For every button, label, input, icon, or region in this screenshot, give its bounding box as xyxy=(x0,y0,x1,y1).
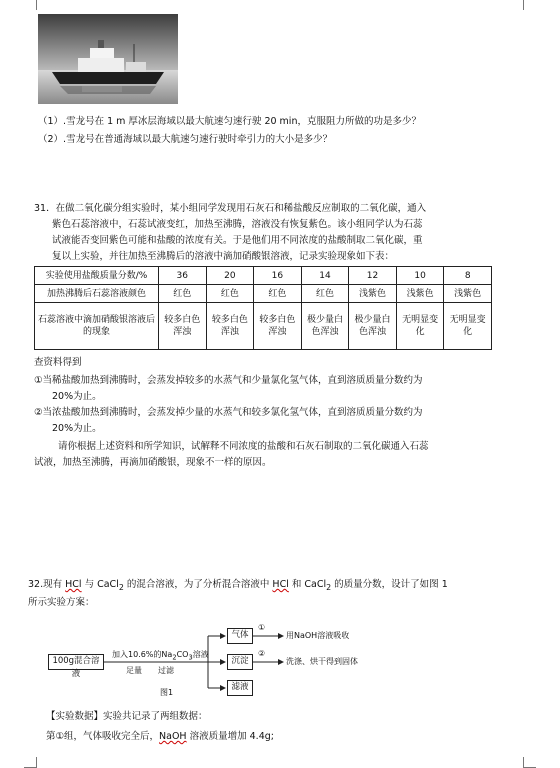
subscript: 3 xyxy=(188,653,193,662)
cell-concentration: 20 xyxy=(206,267,254,285)
subscript: 2 xyxy=(118,582,124,592)
icebreaker-photo xyxy=(38,14,178,104)
q31-intro-line-4: 复以上实验，并往加热至沸腾后的溶液中滴加硝酸银溶液，记录实验现象如下表： xyxy=(52,251,395,262)
cell-concentration: 36 xyxy=(159,267,207,285)
data-group-1 xyxy=(46,730,274,743)
q31-intro-line-1: 31．在做二氧化碳分组实验时，某小组同学发现用石灰石和稀盐酸反应制取的二氧化碳，通入 xyxy=(34,203,427,214)
step-1-label: ① xyxy=(258,623,266,632)
experiment-flow-diagram xyxy=(40,618,370,700)
figure-caption: 图1 xyxy=(160,688,174,697)
hcl-formula: HCl xyxy=(65,579,82,590)
mixed-solution-box: 100g混合溶液 xyxy=(48,654,104,670)
cell-phenomenon: 较多白色浑浊 xyxy=(254,303,302,350)
data-text: 第①组，气体吸收完全后， xyxy=(46,731,160,742)
q31-question-line-1: 请你根据上述资料和所学知识，试解释不同浓度的盐酸和石灰石制取的二氧化碳通入石蕊 xyxy=(58,441,429,452)
cell-concentration: 8 xyxy=(444,267,492,285)
reference-1-line-2: 20%为止。 xyxy=(52,391,102,402)
cell-phenomenon: 较多白色浑浊 xyxy=(159,303,207,350)
data-title: 【实验数据】实验共记录了两组数据： xyxy=(46,711,208,722)
cell-color: 浅紫色 xyxy=(396,285,444,303)
gas-result-label: 用NaOH溶液吸收 xyxy=(286,631,350,640)
reference-2-line-2: 20%为止。 xyxy=(52,423,102,434)
crop-mark-top-left xyxy=(24,0,37,10)
cell-concentration: 10 xyxy=(396,267,444,285)
cell-color: 红色 xyxy=(254,285,302,303)
experiment-table xyxy=(34,266,492,350)
cell-color: 红色 xyxy=(206,285,254,303)
q32-text: 与 CaCl xyxy=(81,579,119,590)
table-row-color xyxy=(35,285,492,303)
gas-box: 气体 xyxy=(227,628,253,644)
crop-mark-bottom-left xyxy=(24,757,37,768)
filtrate-box: 滤液 xyxy=(227,680,253,696)
precipitate-result-label: 洗涤、烘干得到固体 xyxy=(286,657,358,666)
cell-phenomenon: 较多白色浑浊 xyxy=(206,303,254,350)
cell-phenomenon: 无明显变化 xyxy=(396,303,444,350)
subscript: 2 xyxy=(326,582,332,592)
q32-text: 的混合溶液，为了分析混合溶液中 xyxy=(123,579,273,590)
q31-intro-line-2: 紫色石蕊溶液中，石蕊试液变红，加热至沸腾，溶液没有恢复紫色。该小组同学认为石蕊 xyxy=(52,219,423,230)
q32-line-2: 所示实验方案： xyxy=(28,597,95,608)
crop-mark-bottom-right xyxy=(523,757,536,768)
reagent-text: 溶液 xyxy=(192,650,209,659)
amount-label: 足量 xyxy=(126,666,142,675)
cell-concentration: 16 xyxy=(254,267,302,285)
cell-phenomenon: 无明显变化 xyxy=(444,303,492,350)
filter-label: 过滤 xyxy=(158,666,174,675)
q31-intro-line-3: 试液能否变回紫色可能和盐酸的浓度有关。于是他们用不同浓度的盐酸制取二氧化碳，重 xyxy=(52,235,423,246)
hcl-formula: HCl xyxy=(272,579,289,590)
row-header-concentration: 实验使用盐酸质量分数/% xyxy=(35,267,159,285)
row-header-color: 加热沸腾后石蕊溶液颜色 xyxy=(35,285,159,303)
cell-color: 浅紫色 xyxy=(444,285,492,303)
q32-text: 和 CaCl xyxy=(288,579,327,590)
crop-mark-top-right xyxy=(523,0,536,10)
cell-color: 浅紫色 xyxy=(349,285,397,303)
q31-question-line-2: 试液，加热至沸腾，再滴加硝酸银，现象不一样的原因。 xyxy=(34,457,272,468)
reference-1-line-1: ①当稀盐酸加热到沸腾时，会蒸发掉较多的水蒸气和少量氯化氢气体，直到溶质质量分数约为 xyxy=(34,375,423,386)
step-2-label: ② xyxy=(258,649,266,658)
reagent-text: CO xyxy=(176,650,189,659)
precipitate-box: 沉淀 xyxy=(227,654,253,670)
q32-text: 的质量分数，设计了如图 1 xyxy=(331,579,448,590)
table-row-phenomenon xyxy=(35,303,492,350)
q30-subquestion-1: （1）.雪龙号在 1 m 厚冰层海域以最大航速匀速行驶 20 min，克服阻力所做的功是多少？ xyxy=(38,116,421,127)
cell-color: 红色 xyxy=(301,285,349,303)
subscript: 2 xyxy=(172,653,177,662)
reagent-text: 加入10.6%的Na xyxy=(112,650,173,659)
cell-concentration: 14 xyxy=(301,267,349,285)
cell-color: 红色 xyxy=(159,285,207,303)
cell-concentration: 12 xyxy=(349,267,397,285)
q32-line-1 xyxy=(28,578,448,594)
reagent-label xyxy=(112,650,209,663)
q32-text: 32.现有 xyxy=(28,579,66,590)
row-header-phenomenon: 石蕊溶液中滴加硝酸银溶液后的现象 xyxy=(35,303,159,350)
naoh-formula: NaOH xyxy=(159,731,187,742)
reference-title: 查资料得到 xyxy=(34,357,82,368)
data-text: 溶液质量增加 4.4g; xyxy=(186,731,274,742)
cell-phenomenon: 极少量白色浑浊 xyxy=(301,303,349,350)
reference-2-line-1: ②当浓盐酸加热到沸腾时，会蒸发掉少量的水蒸气和较多氯化氢气体，直到溶质质量分数约为 xyxy=(34,407,423,418)
q30-subquestion-2: （2）.雪龙号在普通海域以最大航速匀速行驶时牵引力的大小是多少？ xyxy=(38,134,333,145)
table-row-concentration xyxy=(35,267,492,285)
cell-phenomenon: 极少量白色浑浊 xyxy=(349,303,397,350)
